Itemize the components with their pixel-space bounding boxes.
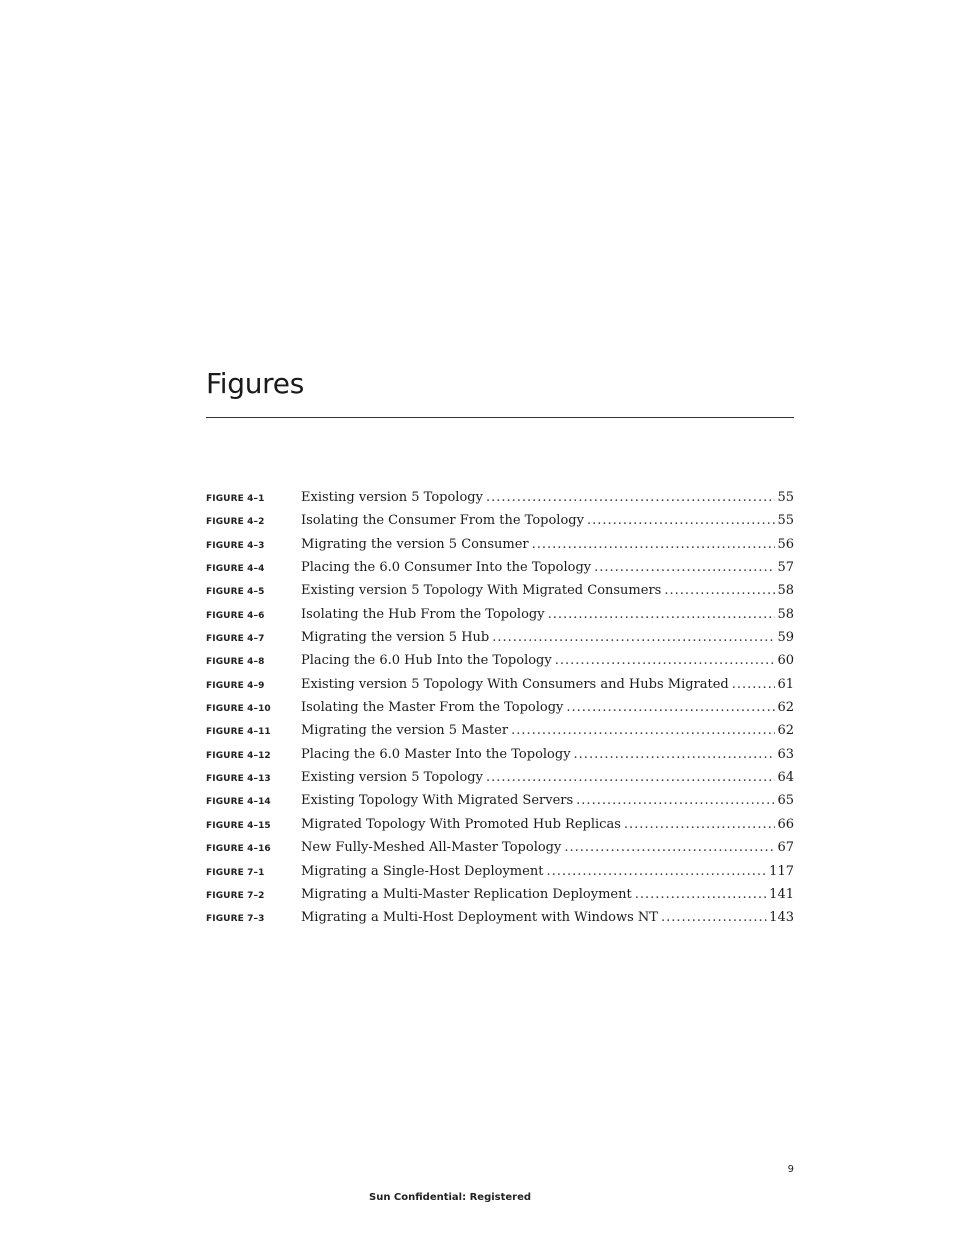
figure-number: FIGURE 4–5: [206, 587, 265, 598]
page-ref: 117: [769, 863, 794, 879]
figure-title: Migrating a Single-Host Deployment: [301, 863, 544, 879]
figure-number: FIGURE 4–13: [206, 774, 271, 785]
page-title: Figures: [206, 367, 304, 400]
figure-number: FIGURE 4–7: [206, 634, 265, 645]
figure-title: Existing version 5 Topology With Consumers and Hubs Migrated: [301, 676, 729, 692]
list-item[interactable]: [206, 490, 794, 513]
figure-number: FIGURE 4–8: [206, 657, 265, 668]
figure-title: Existing version 5 Topology: [301, 770, 483, 786]
figure-title: Migrating a Multi-Host Deployment with Windows NT: [301, 910, 658, 926]
dot-leader: [594, 560, 775, 575]
dot-leader: [661, 910, 767, 925]
dot-leader: [574, 747, 776, 762]
list-item[interactable]: [206, 910, 794, 933]
list-item[interactable]: [206, 770, 794, 793]
figure-title: Existing version 5 Topology: [301, 490, 483, 505]
page-ref: 60: [777, 653, 794, 669]
page-ref: 57: [777, 560, 794, 576]
figure-title: Isolating the Master From the Topology: [301, 700, 564, 716]
dot-leader: [564, 840, 775, 855]
page-ref: 143: [769, 910, 794, 926]
figure-number: FIGURE 4–1: [206, 494, 265, 504]
figure-list: [206, 490, 794, 934]
dot-leader: [732, 677, 776, 692]
figure-number: FIGURE 4–12: [206, 750, 271, 761]
figure-title: Existing version 5 Topology With Migrated Consumers: [301, 583, 662, 599]
dot-leader: [587, 513, 775, 528]
list-item[interactable]: [206, 583, 794, 606]
list-item[interactable]: [206, 537, 794, 560]
dot-leader: [664, 583, 775, 598]
figure-number: FIGURE 4–3: [206, 540, 265, 551]
list-item[interactable]: [206, 630, 794, 653]
figure-number: FIGURE 4–11: [206, 727, 271, 738]
page-ref: 64: [777, 770, 794, 786]
page-ref: 141: [769, 886, 794, 902]
page-ref: 67: [777, 840, 794, 856]
figure-number: FIGURE 4–2: [206, 517, 265, 528]
dot-leader: [548, 607, 776, 622]
page-ref: 56: [777, 536, 794, 552]
page-ref: 58: [777, 606, 794, 622]
figure-number: FIGURE 4–6: [206, 610, 265, 621]
list-item[interactable]: [206, 817, 794, 840]
page-ref: 59: [777, 630, 794, 646]
figure-title: New Fully-Meshed All-Master Topology: [301, 840, 562, 856]
list-item[interactable]: [206, 793, 794, 816]
figure-number: FIGURE 4–15: [206, 820, 271, 831]
list-item[interactable]: [206, 840, 794, 863]
figure-title: Isolating the Consumer From the Topology: [301, 513, 584, 529]
list-item[interactable]: [206, 560, 794, 583]
figure-title: Existing Topology With Migrated Servers: [301, 793, 574, 809]
figure-number: FIGURE 4–9: [206, 680, 265, 691]
dot-leader: [576, 793, 775, 808]
dot-leader: [555, 653, 776, 668]
figure-title: Placing the 6.0 Master Into the Topology: [301, 746, 571, 762]
dot-leader: [511, 723, 775, 738]
figure-number: FIGURE 4–16: [206, 844, 271, 855]
confidentiality-footer: Sun Confidential: Registered: [369, 1192, 532, 1203]
list-item[interactable]: [206, 887, 794, 910]
dot-leader: [532, 537, 776, 552]
page-ref: 55: [777, 490, 794, 505]
figure-number: FIGURE 7–3: [206, 914, 265, 925]
figure-title: Placing the 6.0 Consumer Into the Topology: [301, 560, 592, 576]
figure-number: FIGURE 7–2: [206, 890, 265, 901]
page-ref: 62: [777, 700, 794, 716]
page-number: 9: [787, 1164, 794, 1175]
dot-leader: [624, 817, 776, 832]
figure-number: FIGURE 4–14: [206, 797, 271, 808]
figure-title: Migrated Topology With Promoted Hub Replicas: [301, 816, 621, 832]
page-ref: 66: [777, 816, 794, 832]
page-ref: 55: [777, 513, 794, 529]
figure-title: Migrating the version 5 Master: [301, 723, 509, 739]
figure-title: Migrating a Multi-Master Replication Deployment: [301, 886, 632, 902]
figure-title: Migrating the version 5 Consumer: [301, 536, 529, 552]
figure-title: Placing the 6.0 Hub Into the Topology: [301, 653, 552, 669]
dot-leader: [492, 630, 775, 645]
list-item[interactable]: [206, 700, 794, 723]
page-ref: 61: [777, 676, 794, 692]
dot-leader: [486, 490, 775, 505]
page-ref: 65: [777, 793, 794, 809]
list-item[interactable]: [206, 747, 794, 770]
title-divider: [206, 417, 794, 418]
dot-leader: [546, 864, 767, 879]
list-item[interactable]: [206, 864, 794, 887]
page-ref: 58: [777, 583, 794, 599]
dot-leader: [486, 770, 775, 785]
figure-number: FIGURE 4–4: [206, 564, 265, 575]
figure-number: FIGURE 7–1: [206, 867, 265, 878]
figure-title: Migrating the version 5 Hub: [301, 630, 490, 646]
dot-leader: [635, 887, 767, 902]
figure-title: Isolating the Hub From the Topology: [301, 606, 545, 622]
list-item[interactable]: [206, 607, 794, 630]
dot-leader: [566, 700, 775, 715]
list-item[interactable]: [206, 513, 794, 536]
page-ref: 63: [777, 746, 794, 762]
figure-number: FIGURE 4–10: [206, 704, 271, 715]
list-item[interactable]: [206, 677, 794, 700]
list-item[interactable]: [206, 653, 794, 676]
list-item[interactable]: [206, 723, 794, 746]
page-ref: 62: [777, 723, 794, 739]
